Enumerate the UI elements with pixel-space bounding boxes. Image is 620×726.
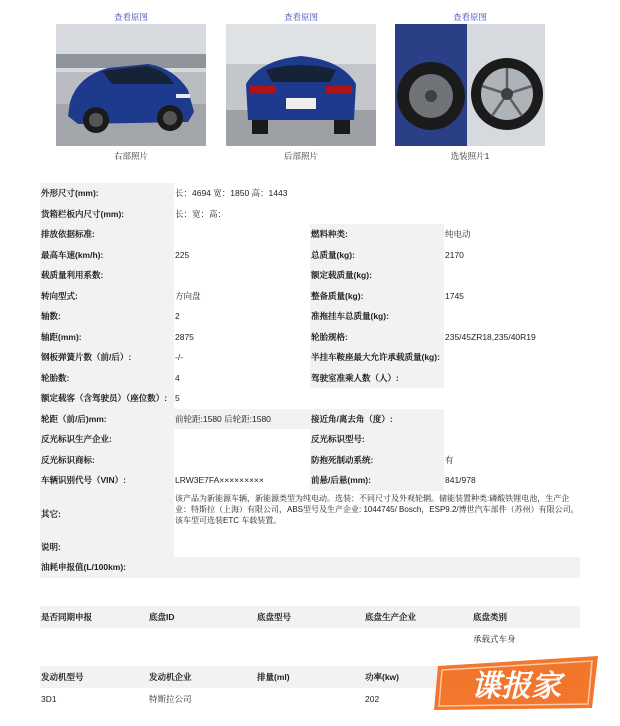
spec-label: 轴数: bbox=[40, 306, 174, 327]
column-header: 底盘型号 bbox=[256, 606, 364, 628]
spec-label: 轮胎数: bbox=[40, 368, 174, 389]
spec-label: 轮胎规格: bbox=[310, 327, 444, 348]
spec-label: 最高车速(km/h): bbox=[40, 245, 174, 266]
spec-value bbox=[444, 368, 580, 389]
spec-label: 轴距(mm): bbox=[40, 327, 174, 348]
spec-row bbox=[40, 450, 580, 471]
spec-value: 235/45ZR18,235/40R19 bbox=[444, 327, 580, 348]
spec-label: 载质量利用系数: bbox=[40, 265, 174, 286]
spec-label: 总质量(kg): bbox=[310, 245, 444, 266]
spec-row-cargo bbox=[40, 204, 580, 225]
column-header: 发动机型号 bbox=[40, 666, 148, 688]
column-header: 功率(kw) bbox=[364, 666, 472, 688]
spec-value: LRW3E7FA××××××××× bbox=[174, 470, 310, 491]
spec-label: 反光标识型号: bbox=[310, 429, 444, 450]
view-original-link[interactable]: 查看原图 bbox=[452, 12, 487, 22]
spec-value bbox=[174, 450, 310, 471]
chassis-header-row bbox=[40, 606, 580, 628]
table-cell bbox=[148, 628, 256, 650]
photo-rear bbox=[226, 10, 376, 162]
watermark-logo bbox=[432, 652, 608, 714]
spec-value bbox=[444, 265, 580, 286]
view-original-link[interactable]: 查看原图 bbox=[113, 12, 148, 22]
spec-row-other bbox=[40, 491, 580, 537]
column-header: 底盘生产企业 bbox=[364, 606, 472, 628]
spec-row-seats bbox=[40, 388, 580, 409]
spec-label: 轮距（前/后)mm: bbox=[40, 409, 174, 430]
photo-caption: 选装照片1 bbox=[450, 151, 490, 161]
spec-value: 2170 bbox=[444, 245, 580, 266]
table-cell: 承载式车身 bbox=[472, 628, 580, 650]
spec-label: 额定载客（含驾驶员）（座位数）: bbox=[40, 388, 174, 409]
view-original-link[interactable]: 查看原图 bbox=[283, 12, 318, 22]
spec-label: 油耗申报值(L/100km): bbox=[40, 557, 174, 578]
spec-label: 接近角/离去角（度）: bbox=[310, 409, 444, 430]
photo-right bbox=[56, 10, 206, 162]
spec-label: 钢板弹簧片数（前/后）: bbox=[40, 347, 174, 368]
spec-label: 说明: bbox=[40, 537, 174, 558]
spec-label: 前悬/后悬(mm): bbox=[310, 470, 444, 491]
column-header: 底盘ID bbox=[148, 606, 256, 628]
spec-value: 2875 bbox=[174, 327, 310, 348]
spec-value: 225 bbox=[174, 245, 310, 266]
spec-value: 有 bbox=[444, 450, 580, 471]
spec-label: 反光标识商标: bbox=[40, 450, 174, 471]
table-cell bbox=[364, 628, 472, 650]
spec-row bbox=[40, 368, 580, 389]
spec-label: 防抱死制动系统: bbox=[310, 450, 444, 471]
spec-value: 841/978 bbox=[444, 470, 580, 491]
spec-label: 转向型式: bbox=[40, 286, 174, 307]
spec-value: 4 bbox=[174, 368, 310, 389]
car-rear-image[interactable] bbox=[226, 24, 376, 146]
spec-value: -/- bbox=[174, 347, 310, 368]
photo-optional bbox=[395, 10, 545, 162]
spec-row bbox=[40, 470, 580, 491]
spec-label: 燃料种类: bbox=[310, 224, 444, 245]
column-header: 发动机企业 bbox=[148, 666, 256, 688]
spec-label: 排放依据标准: bbox=[40, 224, 174, 245]
wheels-image[interactable] bbox=[395, 24, 545, 146]
car-right-image[interactable] bbox=[56, 24, 206, 146]
spec-label: 额定载质量(kg): bbox=[310, 265, 444, 286]
spec-label: 准拖挂车总质量(kg): bbox=[310, 306, 444, 327]
column-header: 是否同期申报 bbox=[40, 606, 148, 628]
spec-row-dimensions bbox=[40, 183, 580, 204]
chassis-table bbox=[40, 606, 580, 650]
spec-row bbox=[40, 347, 580, 368]
spec-value: 2 bbox=[174, 306, 310, 327]
spec-table bbox=[40, 183, 580, 578]
spec-label: 货箱栏板内尺寸(mm): bbox=[40, 204, 174, 225]
spec-label: 车辆识别代号（VIN）: bbox=[40, 470, 174, 491]
spec-value: 纯电动 bbox=[444, 224, 580, 245]
photo-caption: 右部照片 bbox=[113, 151, 148, 161]
spec-value bbox=[174, 265, 310, 286]
photo-gallery bbox=[40, 10, 580, 172]
spec-label: 其它: bbox=[40, 491, 174, 537]
watermark-text: 谍报家 bbox=[471, 669, 561, 704]
spec-value bbox=[444, 306, 580, 327]
spec-value bbox=[444, 347, 580, 368]
spec-value-other: 该产品为新能源车辆，新能源类型为纯电动。选装：不同尺寸及外观轮辋。储能装置种类:磷酸铁锂电池，生产企业：特斯拉（上海）有限公司，ABS型号及生产企业: 1044745/ Bosch，ESP9.2/博世汽车部件（苏州）有限公司。该车型可选装ETC 车载装置。 bbox=[174, 491, 580, 537]
spec-value bbox=[174, 224, 310, 245]
table-cell bbox=[40, 628, 148, 650]
spec-label: 半挂车鞍座最大允许承载质量(kg): bbox=[310, 347, 444, 368]
column-header: 排量(ml) bbox=[256, 666, 364, 688]
spec-row-note bbox=[40, 537, 580, 558]
column-header: 底盘类别 bbox=[472, 606, 580, 628]
table-cell bbox=[256, 688, 364, 710]
spec-value: 长：4694 宽：1850 高：1443 bbox=[174, 183, 580, 204]
spec-value bbox=[174, 557, 580, 578]
spec-row bbox=[40, 429, 580, 450]
table-cell: 202 bbox=[364, 688, 472, 710]
spec-row bbox=[40, 245, 580, 266]
spec-row bbox=[40, 327, 580, 348]
spec-label: 反光标识生产企业: bbox=[40, 429, 174, 450]
spec-value: 前轮距:1580 后轮距:1580 bbox=[174, 409, 310, 430]
spec-label: 整备质量(kg): bbox=[310, 286, 444, 307]
spec-value bbox=[174, 429, 310, 450]
spec-row bbox=[40, 265, 580, 286]
spec-row bbox=[40, 409, 580, 430]
spec-value: 1745 bbox=[444, 286, 580, 307]
spec-value: 长：宽：高： bbox=[174, 204, 580, 225]
spec-value bbox=[174, 537, 580, 558]
table-cell bbox=[256, 628, 364, 650]
spec-row bbox=[40, 286, 580, 307]
spec-row-fuel bbox=[40, 557, 580, 578]
spec-row bbox=[40, 224, 580, 245]
spec-value bbox=[444, 429, 580, 450]
spec-value bbox=[444, 409, 580, 430]
table-cell: 特斯拉公司 bbox=[148, 688, 256, 710]
spec-row bbox=[40, 306, 580, 327]
photo-caption: 后部照片 bbox=[283, 151, 318, 161]
table-row bbox=[40, 628, 580, 650]
spec-label: 外形尺寸(mm): bbox=[40, 183, 174, 204]
spec-value: 方向盘 bbox=[174, 286, 310, 307]
spec-label: 驾驶室准乘人数（人）: bbox=[310, 368, 444, 389]
table-cell: 3D1 bbox=[40, 688, 148, 710]
spec-value: 5 bbox=[174, 388, 580, 409]
